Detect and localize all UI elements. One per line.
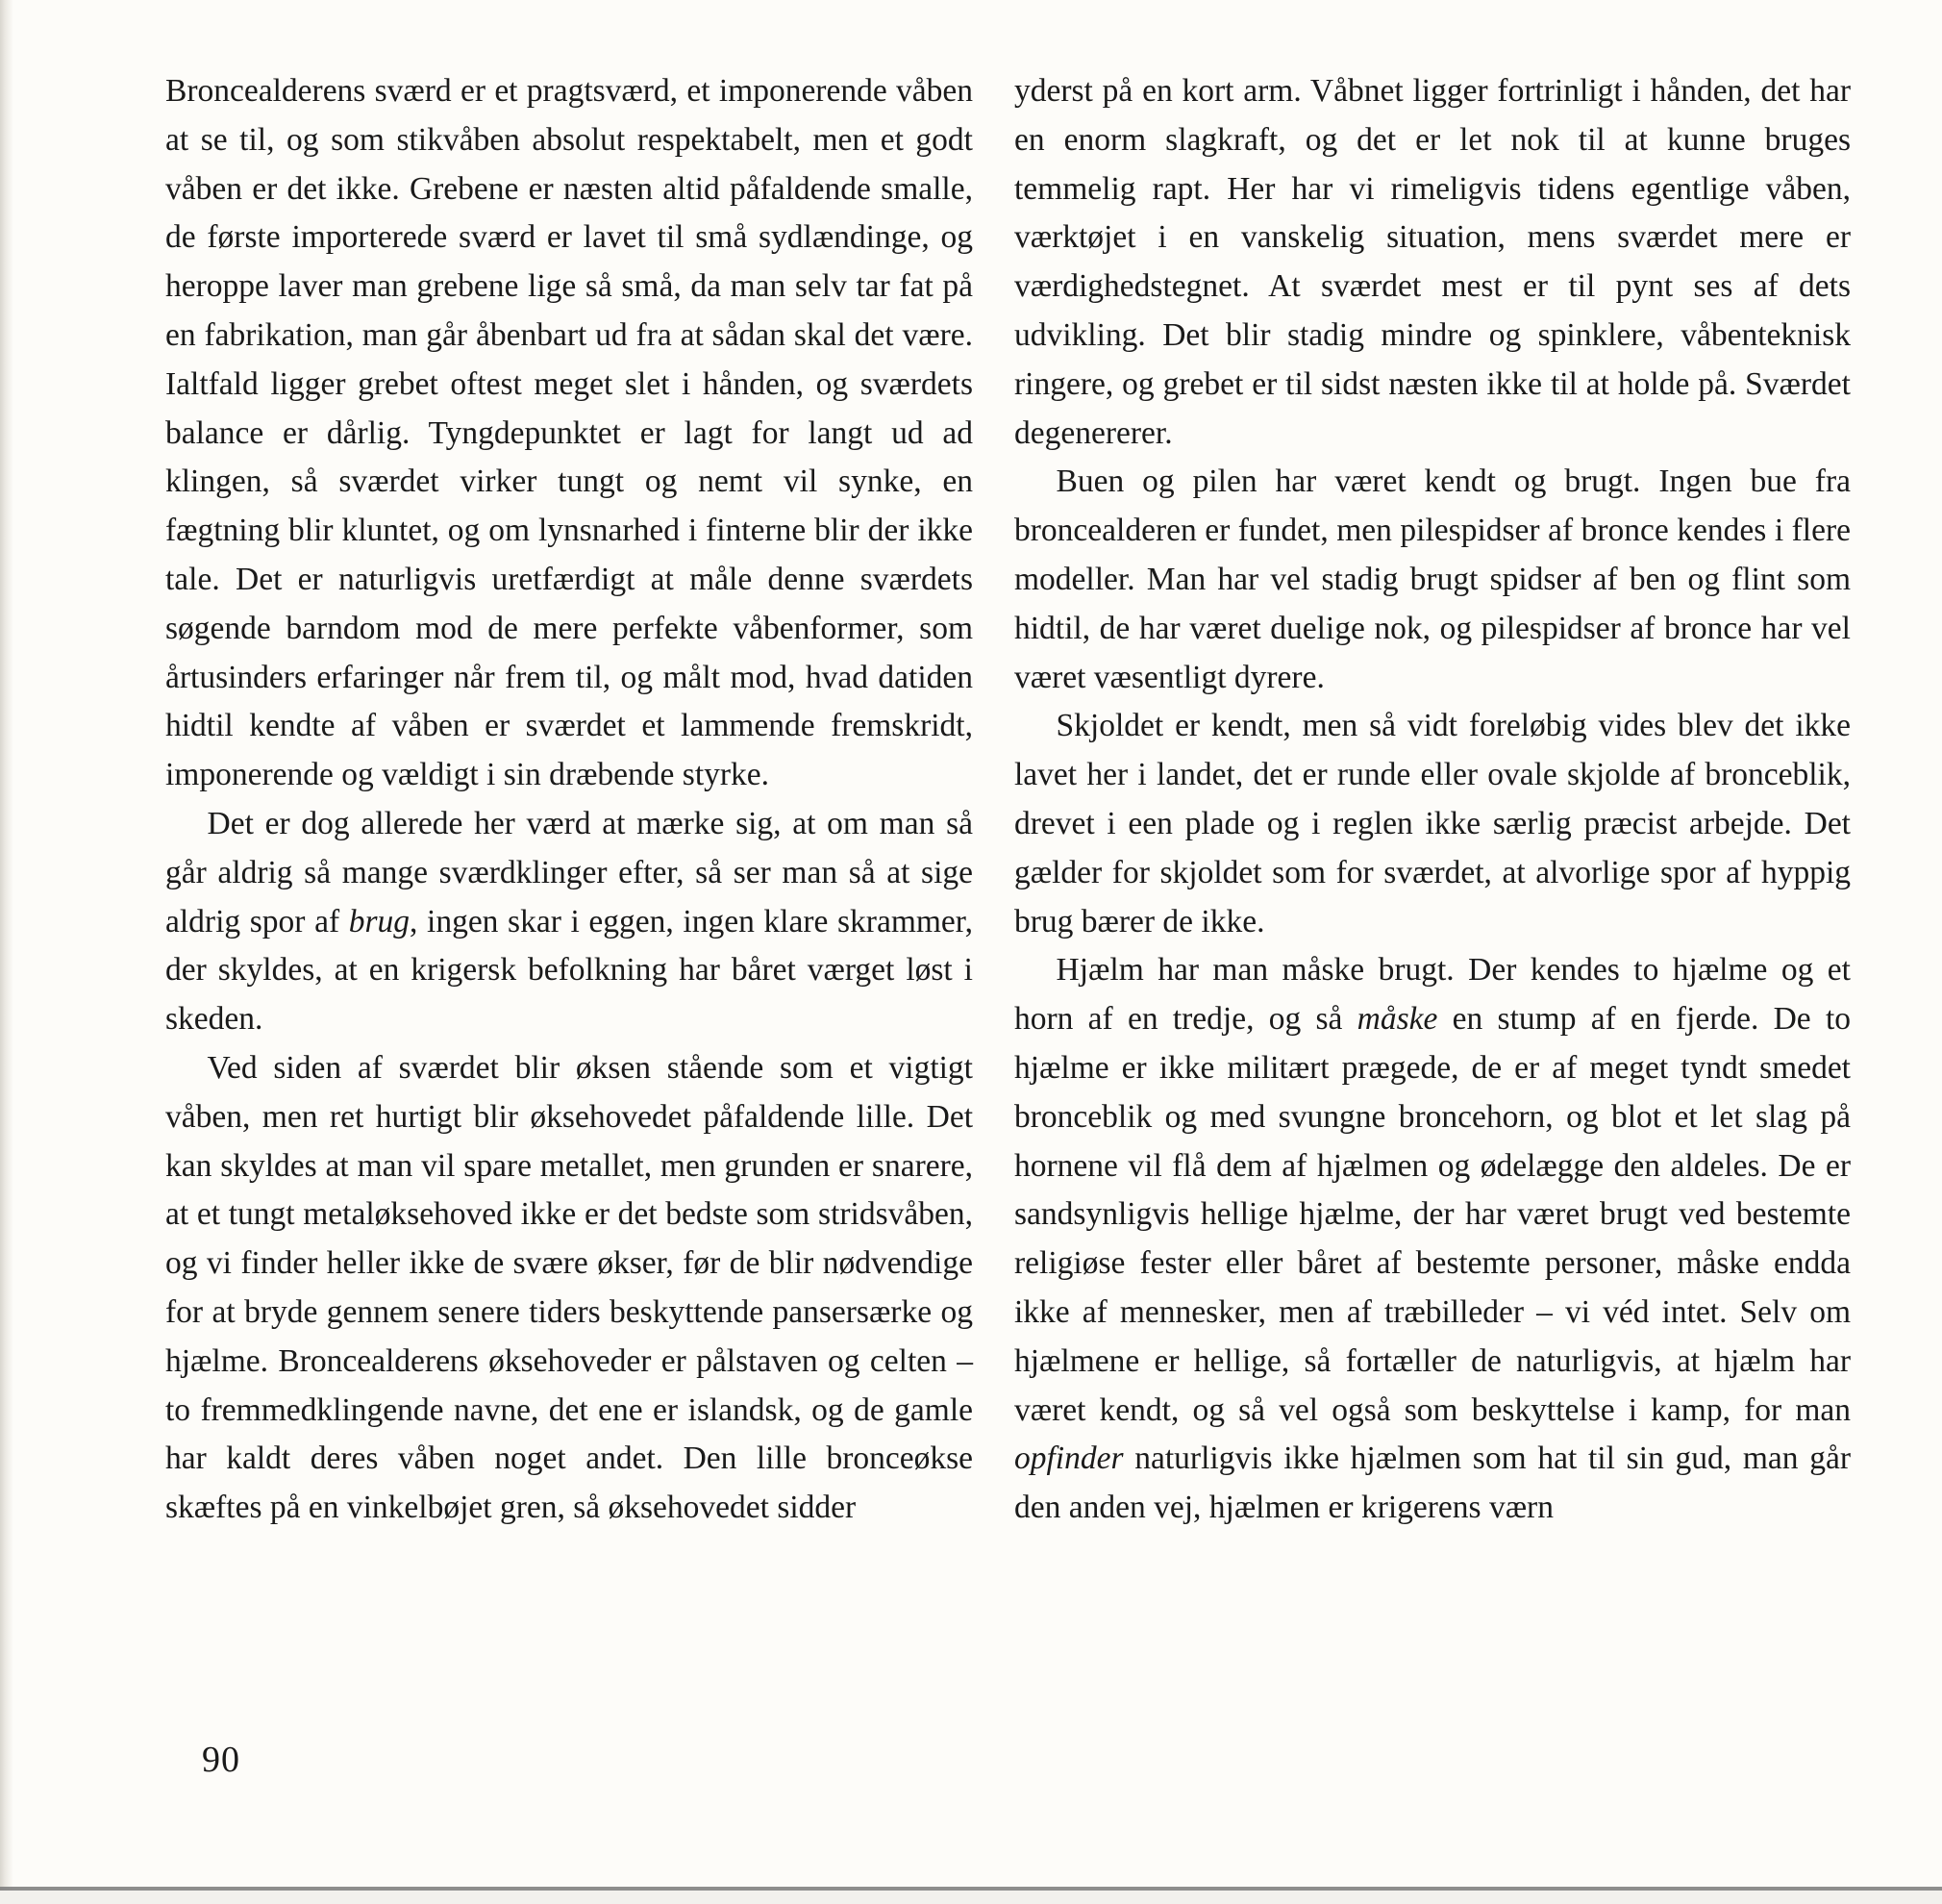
paragraph-text: Buen og pilen har været kendt og brugt. Ingen bue fra broncealderen er fundet, men pilespidser af bronce kendes i flere modeller. Man har vel stadig brugt spidser af ben og flint som hidtil, de har været duelige nok, og pilespidser af bronce har vel været væsentligt dyrere.	[1014, 463, 1851, 695]
paragraph	[1014, 702, 1851, 946]
italic-text: opfinder	[1014, 1441, 1124, 1477]
paragraph-text: Broncealderens sværd er et pragtsværd, et imponerende våben at se til, og som stikvåben absolut respektabelt, men et godt våben er det ikke. Grebene er næsten altid påfaldende smalle, de første importerede sværd er lavet til små sydlændinge, og heroppe laver man grebene lige så små, da man selv tar fat på en fabrikation, man går åbenbart ud fra at sådan skal det være. Ialtfald ligger grebet oftest meget slet i hånden, og sværdets balance er dårlig. Tyngdepunktet er lagt for langt ud ad klingen, så sværdet virker tungt og nemt vil synke, en fægtning blir kluntet, og om lynsnarhed i finterne blir der ikke tale. Det er naturligvis uretfærdigt at måle denne sværdets søgende barndom mod de mere perfekte våbenformer, som årtusinders erfaringer når frem til, og målt mod, hvad datiden hidtil kendte af våben er sværdet et lammende fremskridt, imponerende og vældigt i sin dræbende styrke.	[165, 73, 973, 793]
paragraph-text: Ved siden af sværdet blir øksen stående som et vigtigt våben, men ret hurtigt blir øksehovedet påfaldende lille. Det kan skyldes at man vil spare metallet, men grunden er snarere, at et tungt metaløksehoved ikke er det bedste som stridsvåben, og vi finder heller ikke de svære økser, før de blir nødvendige for at bryde gennem senere tiders beskyttende pansersærke og hjælme. Broncealderens øksehoveder er pålstaven og celten – to fremmedklingende navne, det ene er islandsk, og de gamle har kaldt deres våben noget andet. Den lille bronceøkse skæftes på en vinkelbøjet gren, så øksehovedet sidder	[165, 1049, 973, 1526]
paragraph-text: Det er dog allerede her værd at mærke sig, at om man så går aldrig så mange sværdklinger efter, så ser man så at sige aldrig spor af	[165, 805, 973, 939]
right-text-column	[1014, 67, 1851, 1533]
paragraph-text: yderst på en kort arm. Våbnet ligger fortrinligt i hånden, det har en enorm slagkraft, og det er let nok til at kunne bruges temmelig rapt. Her har vi rimeligvis tidens egentlige våben, værktøjet i en vanskelig situation, mens sværdet mere er værdighedstegnet. At sværdet mest er til pynt ses af dets udvikling. Det blir stadig mindre og spinklere, våbenteknisk ringere, og grebet er til sidst næsten ikke til at holde på. Sværdet degenererer.	[1014, 73, 1851, 451]
page-bottom-shade	[0, 1891, 1942, 1904]
paragraph-text: Hjælm har man måske brugt. Der kendes to hjælme og et horn af en tredje, og så	[1014, 952, 1851, 1038]
italic-text: måske	[1357, 1001, 1438, 1038]
paragraph	[1014, 67, 1851, 458]
paragraph-text: , ingen skar i eggen, ingen klare skrammer, der skyldes, at en krigersk befolkning har båret værget løst i skeden.	[165, 903, 973, 1038]
paragraph	[1014, 946, 1851, 1533]
page-number: 90	[202, 1740, 240, 1780]
paragraph	[165, 67, 973, 800]
book-spine-shadow	[0, 0, 13, 1904]
paragraph-text: naturligvis ikke hjælmen som hat til sin gud, man går den anden vej, hjælmen er krigerens værn	[1014, 1441, 1851, 1526]
paragraph-text: Skjoldet er kendt, men så vidt foreløbig vides blev det ikke lavet her i landet, det er runde eller ovale skjolde af bronceblik, drevet i een plade og i reglen ikke særlig præcist arbejde. Det gælder for skjoldet som for sværdet, at alvorlige spor af hyppig brug bærer de ikke.	[1014, 708, 1851, 939]
paragraph	[1014, 458, 1851, 702]
paragraph-text: en stump af en fjerde. De to hjælme er ikke militært prægede, de er af meget tyndt smedet bronceblik og med svungne broncehorn, og blot et let slag på hornene vil flå dem af hjælmen og ødelægge den aldeles. De er sandsynligvis hellige hjælme, der har været brugt ved bestemte religiøse fester eller båret af bestemte personer, måske endda ikke af mennesker, men af træbilleder – vi véd intet. Selv om hjælmene er hellige, så fortæller de naturligvis, at hjælm har været kendt, og så vel også som beskyttelse i kamp, for man	[1014, 1001, 1851, 1428]
left-text-column	[165, 67, 973, 1533]
paragraph	[165, 800, 973, 1044]
paragraph	[165, 1044, 973, 1533]
italic-text: brug	[348, 903, 411, 939]
